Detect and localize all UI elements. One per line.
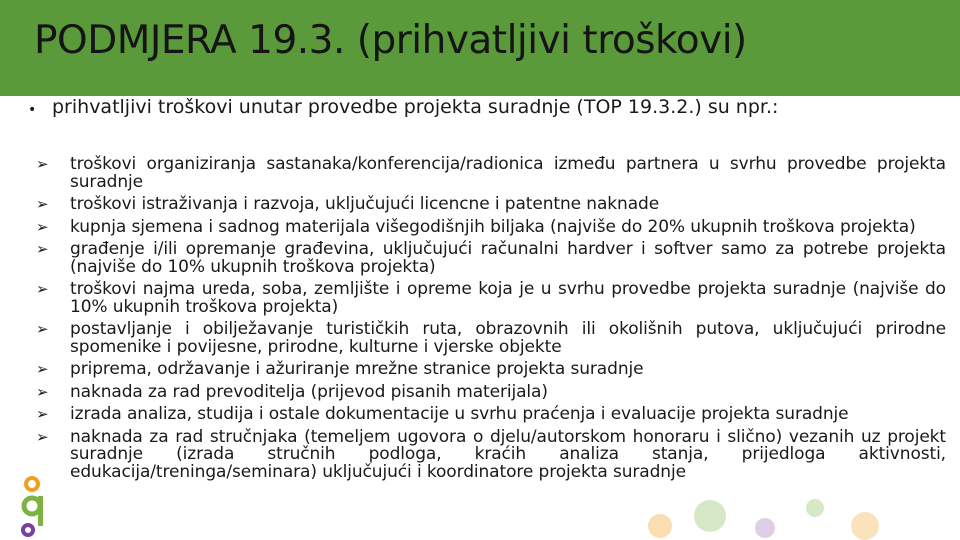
list-item-text: naknada za rad prevoditelja (prijevod pisanih materijala): [70, 381, 548, 402]
arrow-bullet-icon: ➢: [36, 195, 49, 213]
list-item-text: postavljanje i obilježavanje turističkih ruta, obrazovnih ili okolišnih putova, uključujući prirodne spomenike i povijesne, prirodne, kulturne i vjerske objekte: [70, 319, 946, 357]
list-item-text: troškovi organiziranja sastanaka/konferencija/radionica između partnera u svrhu provedbe projekta suradnje: [70, 154, 946, 192]
list-item: [36, 426, 946, 482]
list-item-text: građenje i/ili opremanje građevina, uključujući računalni hardver i softver samo za potrebe projekta (najviše do 10% ukupnih troškova projekta): [70, 239, 946, 277]
list-item-text: priprema, održavanje i ažuriranje mrežne stranice projekta suradnje: [70, 359, 644, 379]
arrow-bullet-icon: ➢: [36, 280, 49, 298]
list-item-text: troškovi istraživanja i razvoja, uključujući licencne i patentne naknade: [70, 194, 660, 214]
lead-bullet: [28, 97, 950, 117]
list-item-text: izrada analiza, studija i ostale dokumentacije u svrhu praćenja i evaluacije projekta suradnje: [70, 404, 849, 424]
slide-title: PODMJERA 19.3. (prihvatljivi troškovi): [34, 18, 747, 63]
arrow-bullet-icon: ➢: [36, 320, 49, 338]
list-item: [36, 241, 946, 276]
arrow-bullet-icon: ➢: [36, 217, 49, 236]
decorative-dots-icon: [640, 486, 900, 540]
list-item: [36, 216, 946, 237]
leader-logo-icon: [18, 474, 78, 540]
list-item: [36, 156, 946, 191]
list-item-text: troškovi najma ureda, soba, zemljište i opreme koja je u svrhu provedbe projekta suradnje (najviše do 10% ukupnih troškova projekta): [70, 279, 946, 317]
list-item: [36, 361, 946, 379]
arrow-bullet-icon: ➢: [36, 155, 49, 173]
arrow-bullet-icon: ➢: [36, 427, 49, 446]
lead-bullet-text: prihvatljivi troškovi unutar provedbe projekta suradnje (TOP 19.3.2.) su npr.:: [52, 96, 779, 118]
list-item: [36, 196, 946, 214]
cost-list: [36, 156, 946, 486]
list-item: [36, 381, 946, 402]
list-item-text: naknada za rad stručnjaka (temeljem ugovora o djelu/autorskom honoraru i slično) vezanih uz projekt suradnje (izrada stručnih podloga, kraćih analiza stanja, prijedloga aktivnosti, edukacija/treninga/seminara) uključujući i koordinatore projekta suradnje: [70, 426, 946, 482]
arrow-bullet-icon: ➢: [36, 382, 49, 401]
list-item: [36, 281, 946, 316]
list-item: [36, 321, 946, 356]
list-item-text: kupnja sjemena i sadnog materijala višegodišnjih biljaka (najviše do 20% ukupnih troškova projekta): [70, 216, 916, 237]
dot-bullet-icon: •: [28, 102, 37, 118]
arrow-bullet-icon: ➢: [36, 240, 49, 258]
arrow-bullet-icon: ➢: [36, 360, 49, 378]
list-item: [36, 406, 946, 424]
arrow-bullet-icon: ➢: [36, 405, 49, 423]
